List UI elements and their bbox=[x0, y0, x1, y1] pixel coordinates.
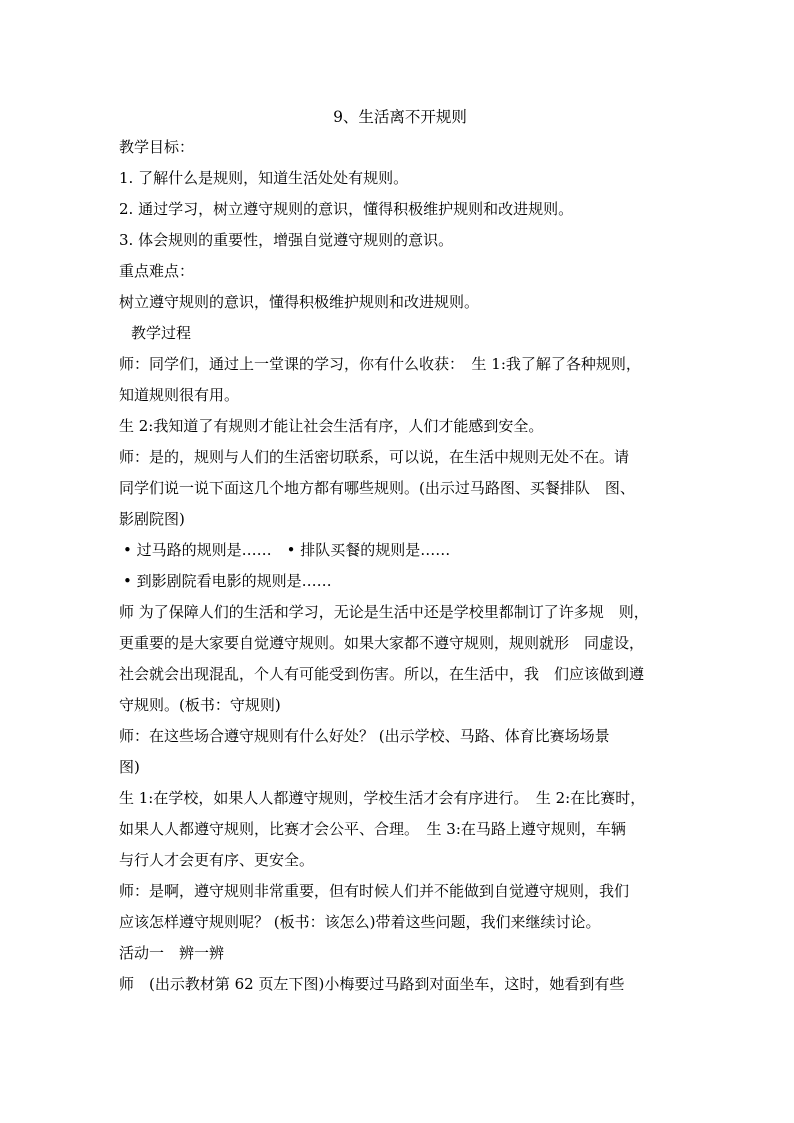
objective-1: 1. 了解什么是规则，知道生活处处有规则。 bbox=[119, 169, 409, 187]
paragraph-line: 师：在这些场合遵守规则有什么好处？ (出示学校、马路、体育比赛场场景 bbox=[119, 727, 610, 745]
paragraph-line: 社会就会出现混乱，个人有可能受到伤害。所以，在生活中，我 们应该做到遵 bbox=[119, 665, 645, 683]
activity-heading: 活动一 辨一辨 bbox=[119, 944, 225, 962]
paragraph-line: 师 为了保障人们的生活和学习，无论是生活中还是学校里都制订了许多规 则， bbox=[119, 603, 649, 621]
objective-3: 3. 体会规则的重要性，增强自觉遵守规则的意识。 bbox=[119, 231, 454, 249]
objective-2: 2. 通过学习，树立遵守规则的意识，懂得积极维护规则和改进规则。 bbox=[119, 200, 574, 218]
document-page bbox=[119, 102, 681, 1000]
section-heading-objectives: 教学目标： bbox=[119, 138, 195, 156]
paragraph-line: 知道规则很有用。 bbox=[119, 386, 240, 404]
paragraph-line: 师：同学们，通过上一堂课的学习，你有什么收获： 生 1:我了解了各种规则， bbox=[119, 355, 641, 373]
paragraph-line: 守规则。(板书：守规则) bbox=[119, 696, 281, 714]
paragraph-line: 同学们说一说下面这几个地方都有哪些规则。(出示过马路图、买餐排队 图、 bbox=[119, 479, 635, 497]
paragraph-line: 图) bbox=[119, 758, 140, 776]
paragraph-line: 师：是的，规则与人们的生活密切联系，可以说，在生活中规则无处不在。请 bbox=[119, 448, 630, 466]
bullet-line: • 到影剧院看电影的规则是…… bbox=[123, 572, 332, 590]
paragraph-line: 应该怎样遵守规则呢？ (板书：该怎么)带着这些问题，我们来继续讨论。 bbox=[119, 913, 601, 931]
paragraph-line: 影剧院图) bbox=[119, 510, 185, 528]
paragraph-line: 如果人人都遵守规则，比赛才会公平、合理。 生 3:在马路上遵守规则，车辆 bbox=[119, 820, 626, 838]
paragraph-line: 生 2:我知道了有规则才能让社会生活有序，人们才能感到安全。 bbox=[119, 417, 544, 435]
section-heading-key-points: 重点难点： bbox=[119, 262, 195, 280]
key-points-text: 树立遵守规则的意识，懂得积极维护规则和改进规则。 bbox=[119, 293, 480, 311]
section-heading-process: 教学过程 bbox=[131, 324, 192, 342]
paragraph-line: 师 (出示教材第 62 页左下图)小梅要过马路到对面坐车，这时，她看到有些 bbox=[119, 975, 625, 993]
document-title: 9、生活离不开规则 bbox=[333, 108, 467, 126]
paragraph-line: 师：是啊，遵守规则非常重要，但有时候人们并不能做到自觉遵守规则，我们 bbox=[119, 882, 630, 900]
paragraph-line: 更重要的是大家要自觉遵守规则。如果大家都不遵守规则，规则就形 同虚设， bbox=[119, 634, 645, 652]
bullet-line: • 过马路的规则是…… • 排队买餐的规则是…… bbox=[123, 541, 451, 559]
paragraph-line: 与行人才会更有序、更安全。 bbox=[119, 851, 315, 869]
paragraph-line: 生 1:在学校，如果人人都遵守规则，学校生活才会有序进行。 生 2:在比赛时， bbox=[119, 789, 646, 807]
